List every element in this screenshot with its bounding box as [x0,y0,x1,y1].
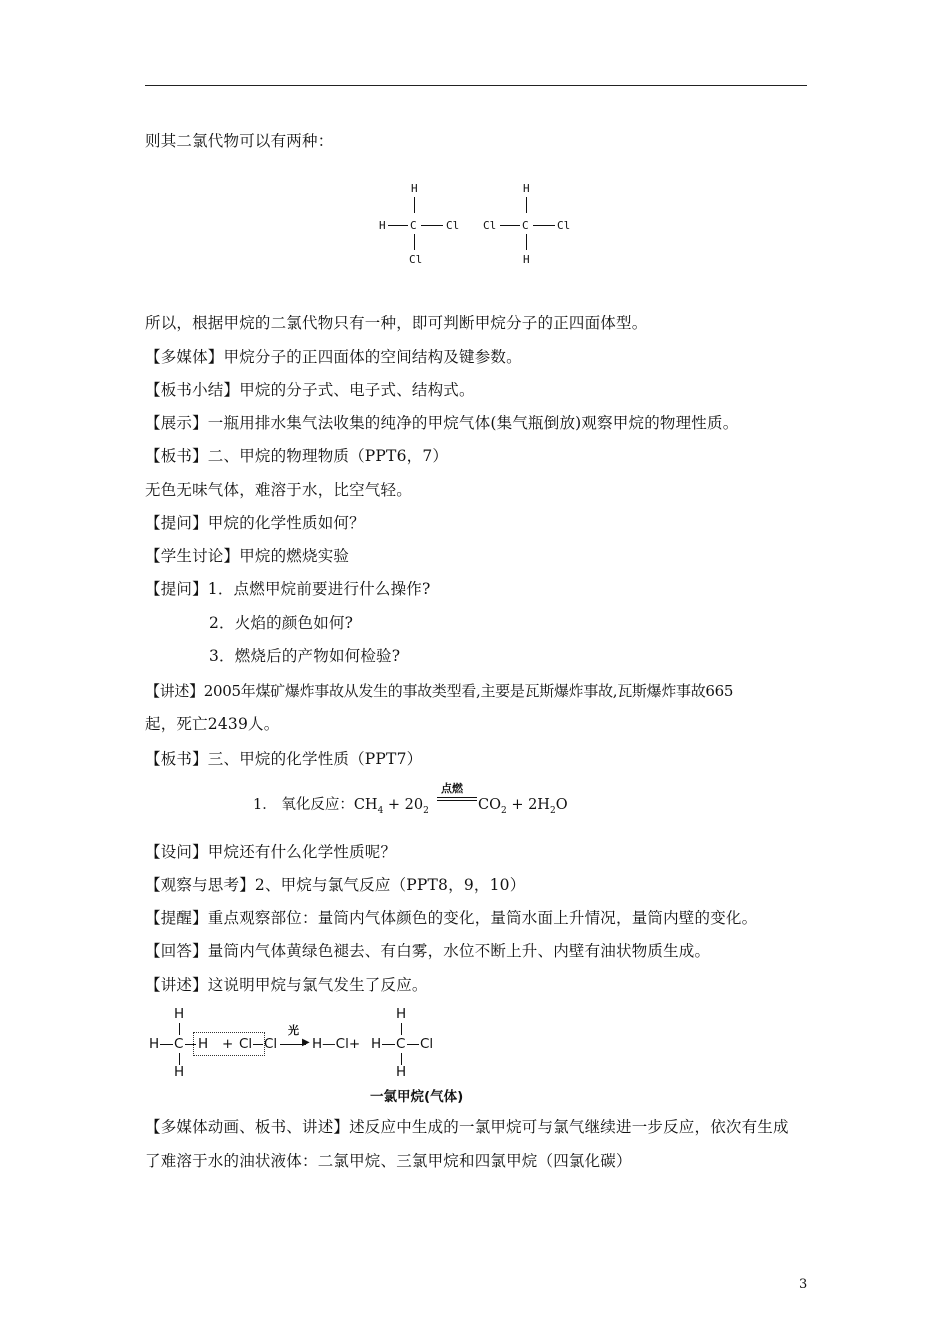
bond [421,225,443,226]
text-line: 了难溶于水的油状液体：二氯甲烷、三氯甲烷和四氯甲烷（四氯化碳） [145,1152,632,1170]
text-line: 【提问】甲烷的化学性质如何？ [145,514,365,532]
bond [533,225,555,226]
atom-h: H [396,1064,407,1080]
equals-line [437,797,477,798]
atom-h: H [198,1036,209,1052]
text-line: 【板书】三、甲烷的化学性质（PPT7） [145,750,423,768]
atom-cl: Cl [420,1036,434,1052]
atom-h: H [379,219,386,232]
atom-cl: Cl [264,1036,278,1052]
atom-h: H [174,1064,185,1080]
header-rule [145,85,807,86]
text-line: 【讲述】这说明甲烷与氯气发生了反应。 [145,976,428,994]
atom-h: H [523,182,530,195]
text-line: 【学生讨论】甲烷的燃烧实验 [145,547,350,565]
bond [253,1044,263,1045]
text-line: 【展示】一瓶用排水集气法收集的纯净的甲烷气体(集气瓶倒放)观察甲烷的物理性质。 [145,414,739,432]
text-line: 【板书小结】甲烷的分子式、电子式、结构式。 [145,381,475,399]
bond [414,197,415,213]
atom-cl: Cl [557,219,571,232]
equals-line [437,800,477,801]
atom-h: H [411,182,418,195]
atom-h: H [396,1006,407,1022]
text-line: 所以，根据甲烷的二氯代物只有一种，即可判断甲烷分子的正四面体型。 [145,314,648,332]
text-line: 【多媒体动画、板书、讲述】述反应中生成的一氯甲烷可与氯气继续进一步反应，依次有生成 [145,1118,789,1136]
atom-cl: Cl [239,1036,253,1052]
bond [401,1023,402,1035]
equation-left: 1． 氧化反应：$CH_4 + 20_2$ [253,797,429,816]
reaction-condition: 点燃 [441,782,463,795]
text-line: 【观察与思考】2、甲烷与氯气反应（PPT8，9，10） [145,876,526,894]
reaction-condition: 光 [288,1024,299,1037]
bond [500,225,520,226]
text-line: 则其二氯代物可以有两种： [145,132,334,150]
text-line: 【设问】甲烷还有什么化学性质呢？ [145,843,397,861]
arrow-head-icon: ▶ [302,1037,310,1048]
bond [526,234,527,250]
bond [414,234,415,250]
hcl-product: H—Cl+ [312,1036,361,1052]
atom-cl: Cl [446,219,460,232]
bond [526,197,527,213]
bond [160,1044,173,1045]
atom-c: C [522,219,529,232]
atom-cl: Cl [483,219,497,232]
product-label: 一氯甲烷(气体) [370,1089,464,1105]
text-line: 【提问】1．点燃甲烷前要进行什么操作? [145,580,431,598]
atom-h: H [371,1036,382,1052]
text-line: 3．燃烧后的产物如何检验? [209,647,401,665]
page-number: 3 [799,1277,808,1292]
text-line: 【板书】二、甲烷的物理物质（PPT6，7） [145,447,449,465]
text-line: 起，死亡2439人。 [145,715,280,733]
text-line: 2．火焰的颜色如何? [209,614,354,632]
text-line: 【多媒体】甲烷分子的正四面体的空间结构及键参数。 [145,348,522,366]
bond [388,225,408,226]
bond [179,1023,180,1035]
atom-h: H [149,1036,160,1052]
text-line: 【提醒】重点观察部位：量筒内气体颜色的变化，量筒水面上升情况，量筒内壁的变化。 [145,909,758,927]
text-line: 【回答】量筒内气体黄绿色褪去、有白雾，水位不断上升、内壁有油状物质生成。 [145,942,711,960]
atom-c: C [410,219,417,232]
atom-c: C [174,1036,184,1052]
atom-h: H [523,253,530,266]
text-line: 无色无味气体，难溶于水，比空气轻。 [145,481,412,499]
atom-c: C [396,1036,406,1052]
atom-cl: Cl [409,253,423,266]
text-line: 【讲述】2005年煤矿爆炸事故从发生的事故类型看,主要是瓦斯爆炸事故,瓦斯爆炸事故665 [145,682,734,700]
equation-right: $CO_2 + 2H_2O$ [478,797,568,816]
atom-h: H [174,1006,185,1022]
plus-sign: + [222,1036,234,1052]
bond [382,1044,395,1045]
bond [407,1044,419,1045]
